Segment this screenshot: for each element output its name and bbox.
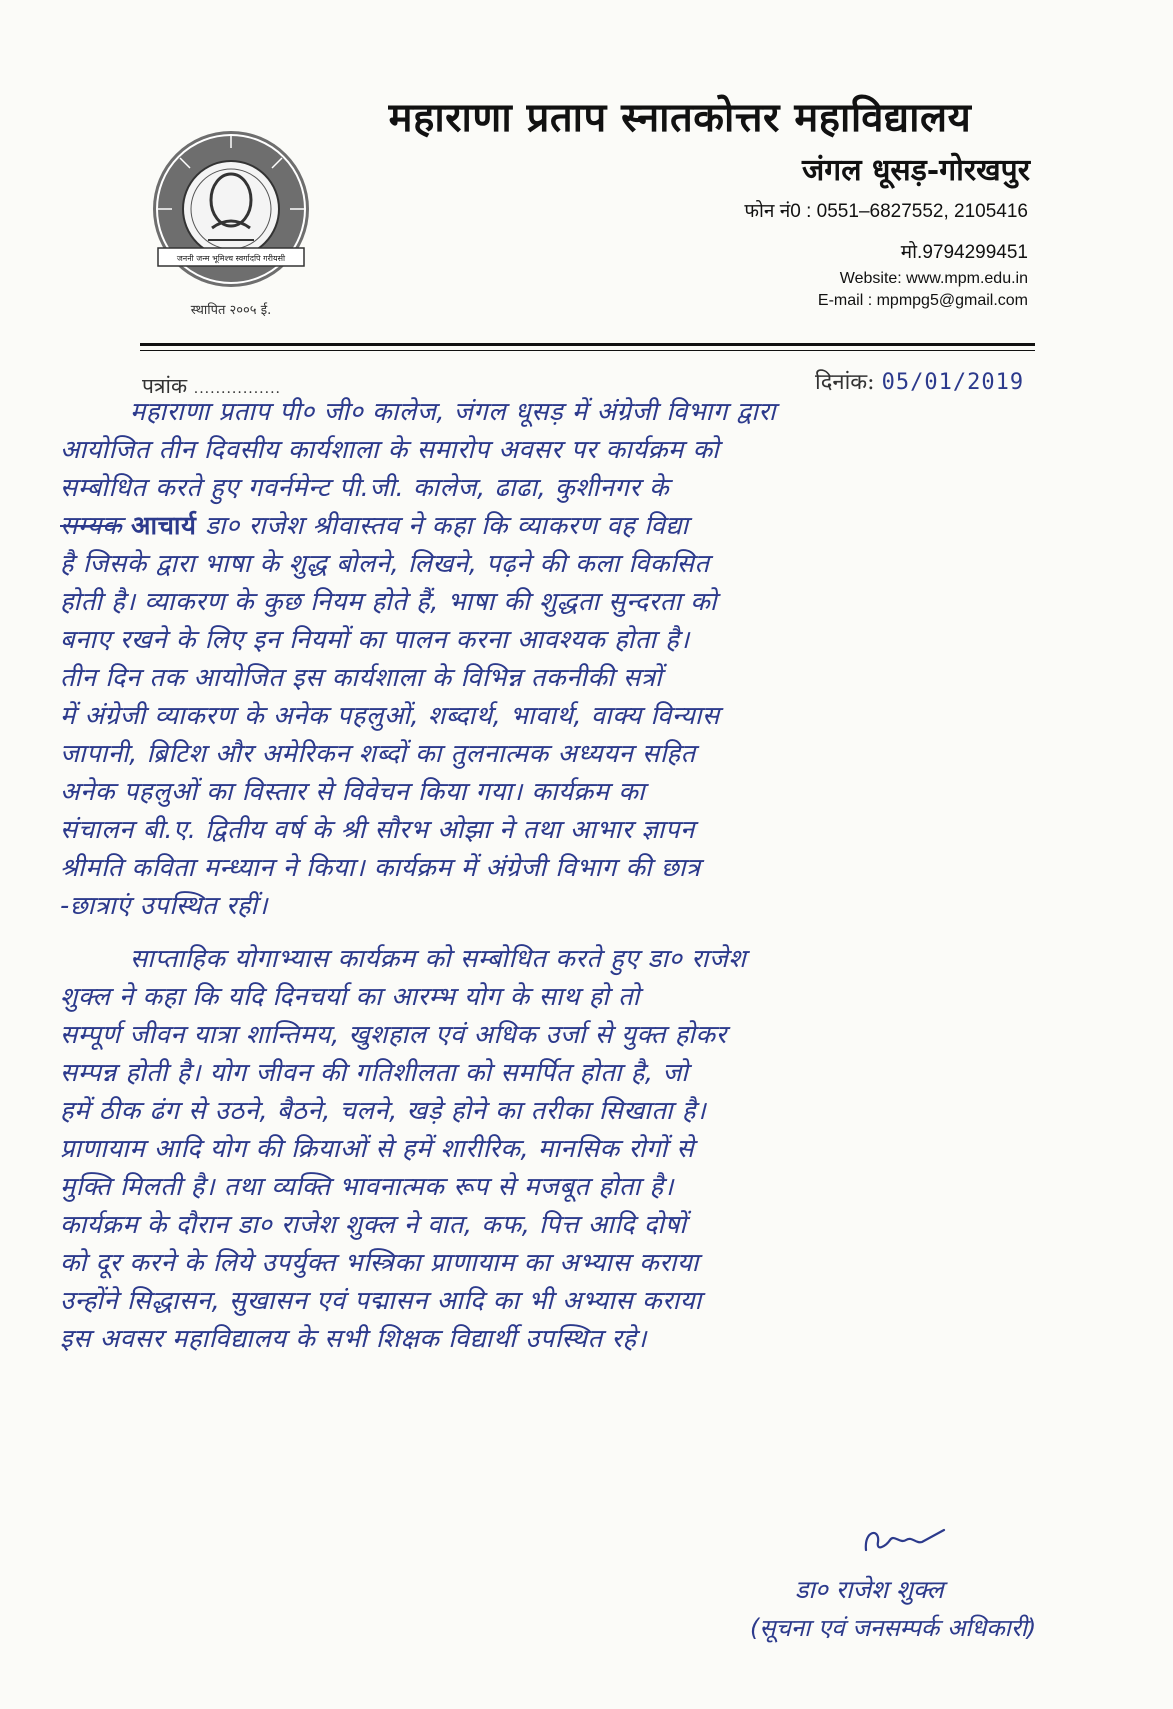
body-line: शुक्ल ने कहा कि यदि दिनचर्या का आरम्भ योग के साथ हो तो (60, 982, 640, 1012)
header-divider (140, 343, 1035, 346)
body-line: मुक्ति मिलती है। तथा व्यक्ति भावनात्मक रूप से मजबूत होता है। (60, 1172, 674, 1202)
body-line-corrected (60, 507, 1115, 545)
body-line: सम्पन्न होती है। योग जीवन की गतिशीलता को समर्पित होता है, जो (60, 1058, 689, 1088)
body-line: आयोजित तीन दिवसीय कार्यशाला के समारोप अवसर पर कार्यक्रम को (60, 435, 720, 465)
body-line: -छात्राएं उपस्थित रहीं। (60, 891, 269, 921)
seal-banner-text: जननी जन्म भूमिश्च स्वर्गादपि गरीयसी (176, 254, 286, 263)
body-line: संचालन बी.ए. द्वितीय वर्ष के श्री सौरभ ओझा ने तथा आभार ज्ञापन (60, 815, 695, 845)
body-line: कार्यक्रम के दौरान डा० राजेश शुक्ल ने वात, कफ, पित्त आदि दोषों (60, 1210, 687, 1240)
college-name: महाराणा प्रताप स्नातकोत्तर महाविद्यालय (388, 94, 972, 141)
body-line: होती है। व्याकरण के कुछ नियम होते हैं, भाषा की शुद्धता सुन्दरता को (60, 587, 718, 617)
handwritten-signature (860, 1520, 950, 1564)
body-line-rest: डा० राजेश श्रीवास्तव ने कहा कि व्याकरण वह विद्या (196, 511, 689, 541)
body-line: इस अवसर महाविद्यालय के सभी शिक्षक विद्यार्थी उपस्थित रहे। (60, 1324, 647, 1354)
body-line: को दूर करने के लिये उपर्युक्त भस्त्रिका प्राणायाम का अभ्यास कराया (60, 1248, 699, 1278)
mobile-number: मो.9794299451 (900, 242, 1028, 263)
date-value: 05/01/2019 (881, 370, 1025, 395)
struck-word: सम्यक (60, 511, 123, 541)
body-line: श्रीमति कविता मन्ध्यान ने किया। कार्यक्रम में अंग्रेजी विभाग की छात्र (60, 853, 701, 883)
body-line: महाराणा प्रताप पी० जी० कालेज, जंगल धूसड़ में अंग्रेजी विभाग द्वारा (130, 397, 777, 427)
college-place: जंगल धूसड़-गोरखपुर (802, 153, 1030, 188)
header-divider-thin (140, 350, 1035, 351)
reference-dots: ................ (193, 381, 281, 397)
date-field (815, 366, 1024, 396)
body-line: में अंग्रेजी व्याकरण के अनेक पहलुओं, शब्दार्थ, भावार्थ, वाक्य विन्यास (60, 701, 720, 731)
body-line: तीन दिन तक आयोजित इस कार्यशाला के विभिन्न तकनीकी सत्रों (60, 663, 663, 693)
body-line: सम्बोधित करते हुए गवर्नमेन्ट पी.जी. कालेज, ढाढा, कुशीनगर के (60, 473, 670, 503)
reference-label: पत्रांक (142, 374, 188, 398)
body-line: जापानी, ब्रिटिश और अमेरिकन शब्दों का तुलनात्मक अध्ययन सहित (60, 739, 696, 769)
body-line: उन्होंने सिद्धासन, सुखासन एवं पद्मासन आदि का भी अभ्यास कराया (60, 1286, 702, 1316)
signer-title: (सूचना एवं जनसम्पर्क अधिकारी) (750, 1614, 1037, 1642)
email: E-mail : mpmpg5@gmail.com (817, 292, 1028, 309)
phone-number: फोन नं0 : 0551–6827552, 2105416 (744, 201, 1028, 222)
date-label: दिनांक: (815, 370, 875, 395)
body-line: हमें ठीक ढंग से उठने, बैठने, चलने, खड़े होने का तरीका सिखाता है। (60, 1096, 707, 1126)
body-line: प्राणायाम आदि योग की क्रियाओं से हमें शारीरिक, मानसिक रोगों से (60, 1134, 695, 1164)
seal-caption: स्थापित २००५ ई. (190, 303, 272, 318)
signer-name: डा० राजेश शुक्ल (795, 1575, 944, 1604)
body-line: है जिसके द्वारा भाषा के शुद्ध बोलने, लिखने, पढ़ने की कला विकसित (60, 549, 710, 579)
paragraph-2 (60, 940, 1115, 1358)
website: Website: www.mpm.edu.in (839, 270, 1028, 287)
paragraph-1 (60, 393, 1115, 925)
body-line: अनेक पहलुओं का विस्तार से विवेचन किया गया। कार्यक्रम का (60, 777, 646, 807)
body-line: साप्ताहिक योगाभ्यास कार्यक्रम को सम्बोधित करते हुए डा० राजेश (130, 944, 747, 974)
body-line: बनाए रखने के लिए इन नियमों का पालन करना आवश्यक होता है। (60, 625, 690, 655)
inserted-word: आचार्य (131, 511, 197, 541)
college-seal-logo (150, 128, 312, 290)
body-line: सम्पूर्ण जीवन यात्रा शान्तिमय, खुशहाल एवं अधिक उर्जा से युक्त होकर (60, 1020, 727, 1050)
